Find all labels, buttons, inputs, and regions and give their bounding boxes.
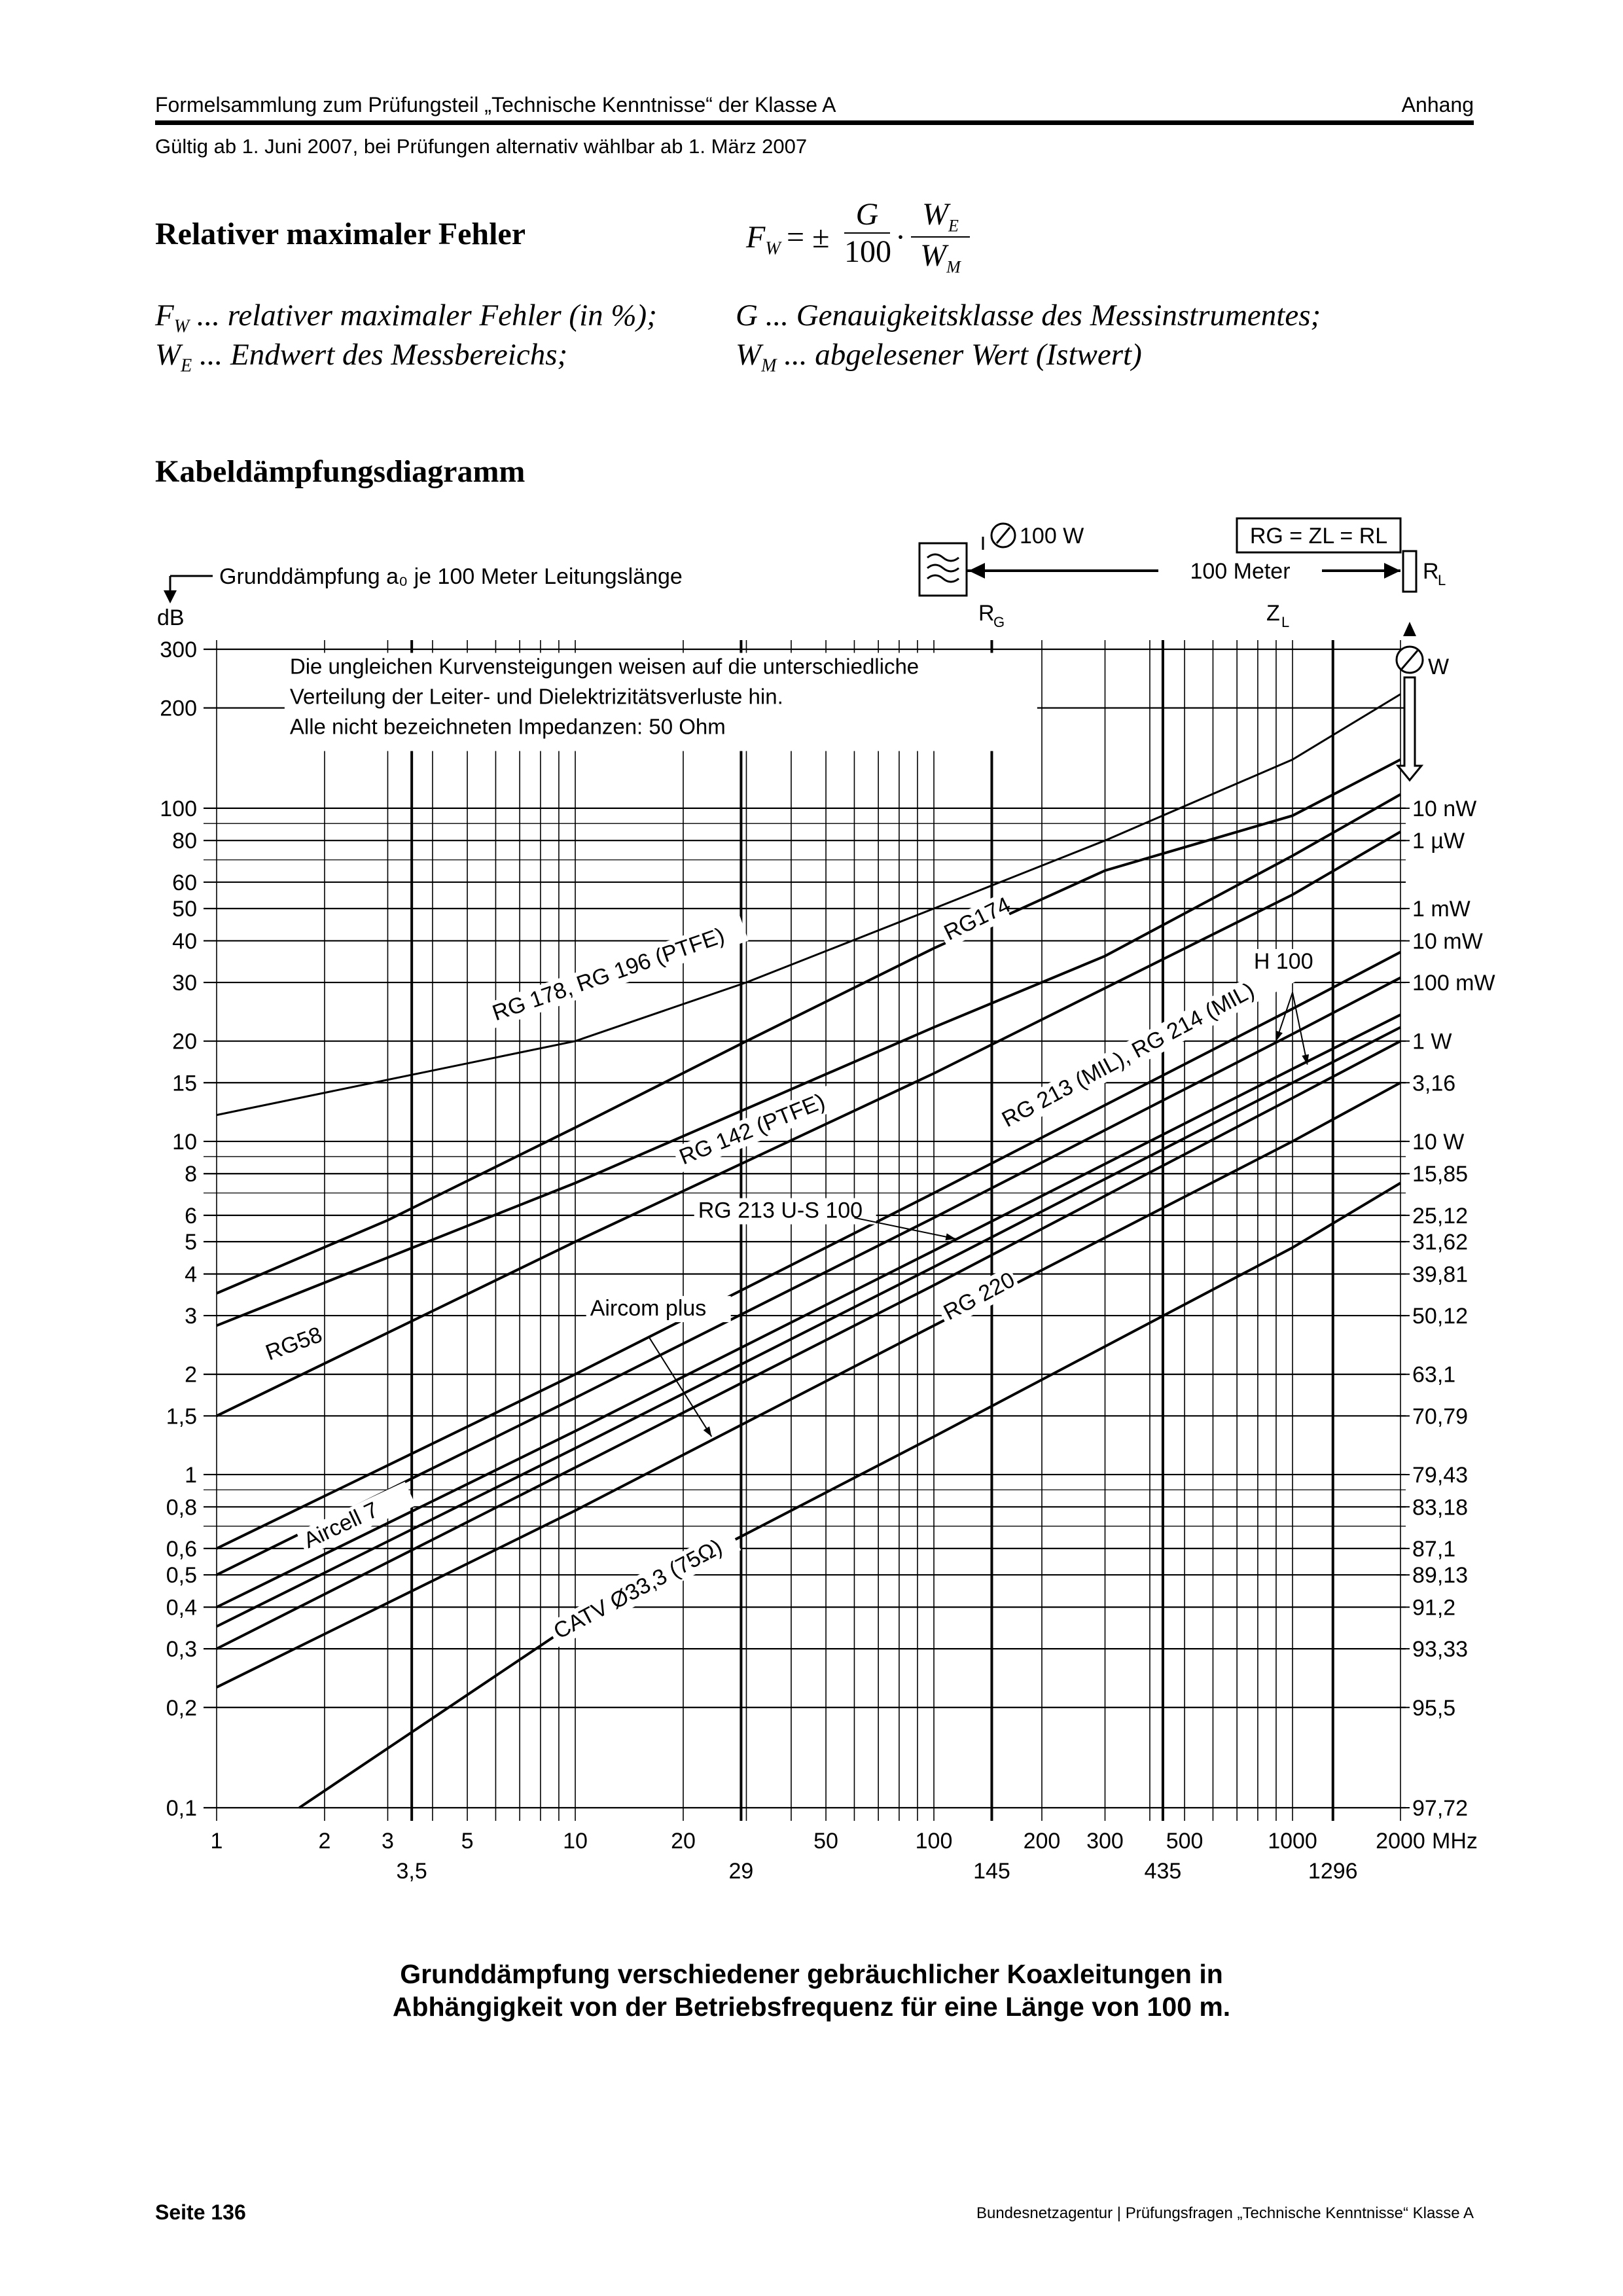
y-tick-label: 30 xyxy=(172,971,197,996)
series-label-text: RG 178, RG 196 (PTFE) xyxy=(489,923,728,1026)
x-tick-label: 145 xyxy=(973,1859,1010,1884)
rl-label: R xyxy=(1423,559,1439,584)
series-label xyxy=(694,1198,876,1225)
y-tick-label: 15 xyxy=(172,1071,197,1096)
y-tick-label: 300 xyxy=(160,637,197,662)
series-label xyxy=(586,1296,731,1322)
series-label xyxy=(486,916,749,1029)
x-tick-label: 2 xyxy=(318,1829,331,1854)
load-resistor xyxy=(1403,551,1416,592)
series-label xyxy=(936,892,1015,948)
y-tick-label: 6 xyxy=(185,1203,197,1229)
label-leader xyxy=(649,1336,711,1437)
x-tick-label: 200 xyxy=(1023,1829,1061,1854)
cable-attenuation-chart xyxy=(98,511,1558,1918)
definition-fw: $F_W$ ... relativer maximaler Fehler (in %); xyxy=(155,298,657,337)
x-tick-label: 435 xyxy=(1144,1859,1182,1884)
right-scale-label: 95,5 xyxy=(1412,1695,1456,1721)
header-rule xyxy=(155,120,1474,125)
footer-page-number: Seite 136 xyxy=(155,2200,246,2224)
impedance-equation: RG = ZL = RL xyxy=(1249,524,1388,548)
definition-wm: $W_M$ ... abgelesener Wert (Istwert) xyxy=(736,338,1142,376)
y-tick-label: 20 xyxy=(172,1029,197,1054)
y-tick-label: 3 xyxy=(185,1304,197,1329)
arrowhead xyxy=(1384,563,1400,579)
series-line xyxy=(299,1183,1400,1808)
cable-length-label: 100 Meter xyxy=(1190,559,1291,584)
right-scale-label: 89,13 xyxy=(1412,1563,1469,1588)
right-scale-label: 50,12 xyxy=(1412,1304,1469,1329)
series-label-text: RG58 xyxy=(262,1322,326,1366)
series-line xyxy=(217,832,1400,1416)
chart-series xyxy=(217,694,1400,1808)
y-tick-label: 4 xyxy=(185,1262,197,1287)
series-label-text: RG 213 (MIL), RG 214 (MIL) xyxy=(997,978,1259,1132)
right-scale-label: 1 W xyxy=(1412,1029,1452,1054)
header-validity: Gültig ab 1. Juni 2007, bei Prüfungen alternativ wählbar ab 1. März 2007 xyxy=(155,135,808,158)
y-tick-label: 2 xyxy=(185,1362,197,1388)
zl-label: Z xyxy=(1266,601,1280,626)
y-tick-label: 40 xyxy=(172,929,197,954)
right-scale-label: 10 mW xyxy=(1412,929,1483,954)
right-scale-label: 91,2 xyxy=(1412,1595,1456,1621)
series-label-text: RG174 xyxy=(940,892,1015,946)
y-tick-label: 0,6 xyxy=(166,1536,197,1562)
series-label xyxy=(1250,949,1320,975)
y-tick-label: 80 xyxy=(172,829,197,854)
right-scale-label: 1 mW xyxy=(1412,897,1471,922)
series-label xyxy=(259,1322,326,1368)
y-tick-label: 0,3 xyxy=(166,1637,197,1662)
header-title: Formelsammlung zum Prüfungsteil „Technische Kenntnisse“ der Klasse A xyxy=(155,93,836,117)
series-label-text: RG 220 xyxy=(939,1267,1019,1325)
scale-direction-arrow xyxy=(1398,677,1421,780)
right-scale-label: 39,81 xyxy=(1412,1262,1469,1287)
chart-note: Die ungleichen Kurvensteigungen weisen auf die unterschiedliche xyxy=(289,654,919,679)
y-tick-label: 0,5 xyxy=(166,1563,197,1588)
x-tick-label: 20 xyxy=(671,1829,696,1854)
series-line xyxy=(217,694,1400,1115)
frac2-numerator: $W_E$ xyxy=(922,197,959,236)
right-scale-label: 10 nW xyxy=(1412,796,1477,821)
y-tick-label: 60 xyxy=(172,870,197,895)
series-line xyxy=(217,795,1400,1326)
right-scale-label: 83,18 xyxy=(1412,1495,1469,1520)
definition-we: $W_E$ ... Endwert des Messbereichs; xyxy=(155,338,568,376)
formula-dot: · xyxy=(895,220,906,255)
x-tick-label: 29 xyxy=(728,1859,754,1884)
arrowhead xyxy=(969,563,985,579)
right-scale-label: 31,62 xyxy=(1412,1230,1469,1255)
right-scale-label: 1 µW xyxy=(1412,829,1465,854)
rg-label: R xyxy=(978,601,995,626)
arrowhead xyxy=(1403,622,1416,636)
zl-sub: L xyxy=(1281,614,1290,630)
chart-svg xyxy=(98,511,1558,1918)
right-scale-label: 15,85 xyxy=(1412,1162,1469,1187)
y-tick-label: 0,1 xyxy=(166,1796,197,1821)
x-tick-label: 300 xyxy=(1086,1829,1124,1854)
y-unit-label: dB xyxy=(157,605,185,630)
y-tick-label: 0,2 xyxy=(166,1695,197,1721)
y-tick-label: 8 xyxy=(185,1162,197,1187)
y-tick-label: 0,8 xyxy=(166,1495,197,1520)
definition-g: G ... Genauigkeitsklasse des Messinstrumentes; xyxy=(736,298,1321,332)
y-tick-label: 0,4 xyxy=(166,1595,197,1621)
diagram-caption-line2: Abhängigkeit von der Betriebsfrequenz für eine Länge von 100 m. xyxy=(392,1992,1231,2022)
y-tick-label: 100 xyxy=(160,796,197,821)
x-tick-label: 1 xyxy=(210,1829,223,1854)
right-scale-label: 93,33 xyxy=(1412,1637,1469,1662)
x-tick-label: 1296 xyxy=(1308,1859,1358,1884)
formula-frac2 xyxy=(911,196,970,277)
series-label-text: H 100 xyxy=(1253,949,1313,974)
series-label-text: RG 142 (PTFE) xyxy=(675,1088,829,1170)
footer-source: Bundesnetzagentur | Prüfungsfragen „Technische Kenntnisse“ Klasse A xyxy=(976,2204,1474,2222)
y-tick-label: 200 xyxy=(160,696,197,721)
series-label-text: CATV Ø33,3 (75Ω) xyxy=(549,1534,726,1644)
right-scale-label: 100 mW xyxy=(1412,971,1495,996)
y-axis-title: Grunddämpfung a₀ je 100 Meter Leitungslänge xyxy=(219,564,683,589)
arrowhead xyxy=(164,590,177,603)
meter-w-label: W xyxy=(1428,655,1450,679)
formula-heading: Relativer maximaler Fehler xyxy=(155,217,526,251)
header-section: Anhang xyxy=(1401,93,1474,117)
page-header xyxy=(155,93,1474,117)
chart-grid xyxy=(204,640,1406,1821)
error-formula xyxy=(746,196,1021,288)
right-scale-label: 63,1 xyxy=(1412,1362,1456,1388)
x-tick-label: 10 xyxy=(563,1829,588,1854)
chart-note: Verteilung der Leiter- und Dielektrizitätsverluste hin. xyxy=(289,684,783,709)
right-scale-label: 3,16 xyxy=(1412,1071,1456,1096)
formula-lhs: $F_W$ xyxy=(746,220,781,259)
generator-box xyxy=(919,543,967,596)
series-label-text: Aircell 7 xyxy=(300,1497,382,1554)
x-tick-label: 100 xyxy=(915,1829,953,1854)
chart-note: Alle nicht bezeichneten Impedanzen: 50 Ohm xyxy=(289,714,726,739)
x-tick-label: 500 xyxy=(1166,1829,1204,1854)
power-label: 100 W xyxy=(1020,524,1084,548)
rl-sub: L xyxy=(1438,572,1446,588)
arrowhead xyxy=(704,1426,712,1437)
x-tick-label: 2000 xyxy=(1376,1829,1425,1854)
diagram-caption-line1: Grunddämpfung verschiedener gebräuchlicher Koaxleitungen in xyxy=(400,1959,1223,1989)
x-tick-label: 3 xyxy=(382,1829,394,1854)
series-label-text: RG 213 U-S 100 xyxy=(698,1198,863,1223)
rg-sub: G xyxy=(993,614,1005,630)
right-scale-label: 25,12 xyxy=(1412,1203,1469,1229)
y-tick-label: 1,5 xyxy=(166,1404,197,1429)
x-tick-label: 1000 xyxy=(1268,1829,1317,1854)
formula-frac1 xyxy=(844,196,890,270)
right-scale-label: 79,43 xyxy=(1412,1462,1469,1488)
y-tick-label: 5 xyxy=(185,1230,197,1255)
x-unit-label: MHz xyxy=(1432,1829,1478,1854)
x-tick-label: 50 xyxy=(813,1829,838,1854)
series-line xyxy=(217,978,1400,1575)
label-leader xyxy=(854,1218,955,1239)
frac2-denominator: $W_M$ xyxy=(911,236,970,278)
right-scale-label: 10 W xyxy=(1412,1129,1465,1155)
y-tick-label: 10 xyxy=(172,1129,197,1155)
series-label xyxy=(936,1266,1021,1328)
right-scale-label: 87,1 xyxy=(1412,1536,1456,1562)
x-tick-label: 5 xyxy=(461,1829,474,1854)
diagram-heading: Kabeldämpfungsdiagramm xyxy=(155,454,526,489)
y-tick-label: 1 xyxy=(185,1462,197,1488)
formula-equals: = ± xyxy=(787,220,830,255)
series-label-text: Aircom plus xyxy=(590,1296,707,1321)
x-tick-label: 3,5 xyxy=(396,1859,427,1884)
right-scale-label: 70,79 xyxy=(1412,1404,1469,1429)
frac1-denominator: 100 xyxy=(844,232,890,270)
right-scale-label: 97,72 xyxy=(1412,1796,1469,1821)
frac1-numerator: G xyxy=(855,197,879,232)
y-tick-label: 50 xyxy=(172,897,197,922)
